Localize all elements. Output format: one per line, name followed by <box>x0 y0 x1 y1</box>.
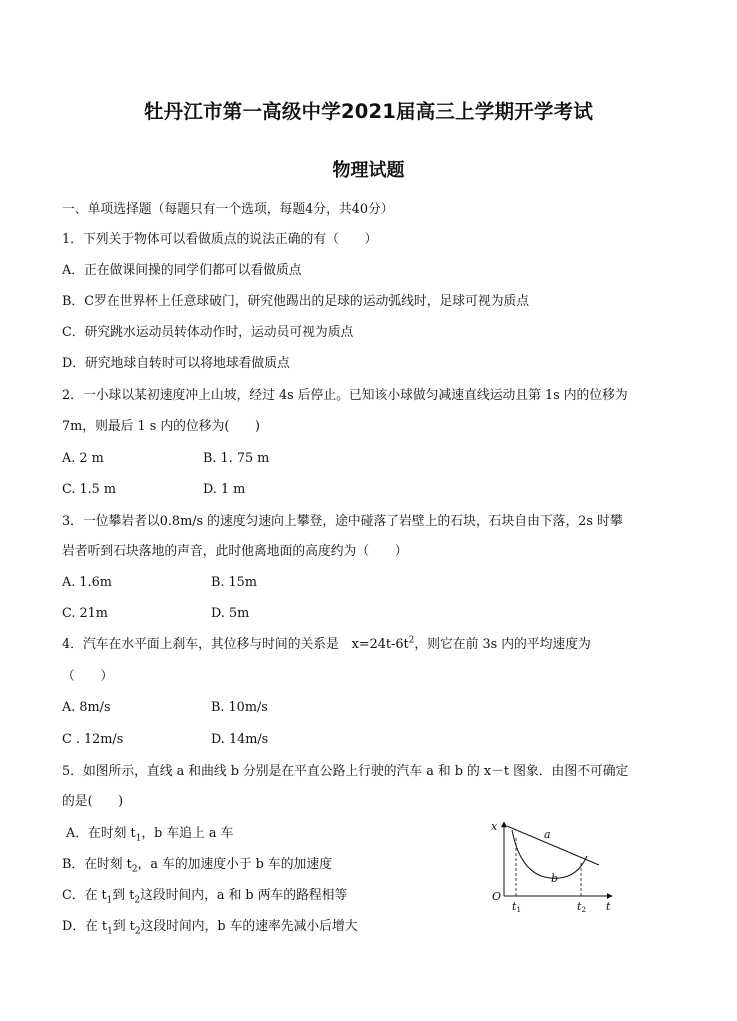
q5-option-c-pre: C．在 t <box>62 888 107 903</box>
graph-line-a-label: a <box>544 828 551 841</box>
xt-graph <box>478 818 618 918</box>
q5-option-d-mid: 到 t <box>112 919 135 934</box>
q1-option-b: B．C罗在世界杯上任意球破门，研究他踢出的足球的运动弧线时，足球可视为质点 <box>62 294 530 309</box>
q5-option-d-sub1: 1 <box>107 926 113 937</box>
q4-stem-post: ，则它在前 3s 内的平均速度为 <box>414 637 591 652</box>
graph-t1-sub: 1 <box>516 905 522 914</box>
q1-option-c: C．研究跳水运动员转体动作时，运动员可视为质点 <box>62 325 354 340</box>
q5-option-a-sub: 1 <box>135 833 142 844</box>
q2-stem-line1: 2．一小球以某初速度冲上山坡，经过 4s 后停止。已知该小球做匀减速直线运动且第 1s 内的位移为 <box>62 388 628 403</box>
q2-option-a: A. 2 m <box>62 451 104 466</box>
q4-stem-line2: （ ） <box>62 669 114 684</box>
q5-option-c-sub1: 1 <box>106 895 113 906</box>
q5-option-c-post: 这段时间内，a 和 b 两车的路程相等 <box>140 888 348 903</box>
q5-option-b-sub: 2 <box>131 864 138 875</box>
q3-option-b: B. 15m <box>211 575 257 590</box>
q5-stem-line2: 的是( ) <box>62 794 124 809</box>
q5-stem-line1: 5．如图所示，直线 a 和曲线 b 分别是在平直公路上行驶的汽车 a 和 b 的 x－t 图象．由图不可确定 <box>62 764 629 779</box>
q5-option-d-pre: D．在 t <box>62 919 108 934</box>
graph-t2-sub: 2 <box>581 905 587 914</box>
graph-x-label: t <box>606 900 611 913</box>
q4-stem-exponent: 2 <box>408 635 415 646</box>
q5-option-b <box>62 857 332 873</box>
graph-y-label: x <box>491 820 498 833</box>
q5-option-b-pre: B．在时刻 t <box>62 857 132 872</box>
q5-option-a-pre: A．在时刻 t <box>66 826 136 841</box>
graph-curve-b-label: b <box>551 872 559 885</box>
q2-option-b: B. 1. 75 m <box>203 451 270 466</box>
graph-origin-label: O <box>492 890 502 903</box>
q3-option-d: D. 5m <box>211 606 250 621</box>
q4-option-b: B. 10m/s <box>211 700 268 715</box>
q1-stem: 1．下列关于物体可以看做质点的说法正确的有（ ） <box>62 232 378 247</box>
q4-option-d: D. 14m/s <box>211 732 269 747</box>
q5-option-a-post: ，b 车追上 a 车 <box>141 826 234 841</box>
graph-t1-label <box>512 900 521 914</box>
section-heading: 一、单项选择题（每题只有一个选项，每题4分，共40分） <box>62 202 394 217</box>
q4-stem-line1 <box>62 637 591 653</box>
exam-title: 牡丹江市第一高级中学2021届高三上学期开学考试 <box>143 100 594 123</box>
graph-t2-label <box>577 900 586 914</box>
exam-subtitle: 物理试题 <box>332 160 405 181</box>
q5-option-c-sub2: 2 <box>134 895 141 906</box>
q2-option-c: C. 1.5 m <box>62 482 117 497</box>
q4-option-a: A. 8m/s <box>62 700 111 715</box>
q2-stem-line2: 7m，则最后 1 s 内的位移为( ) <box>62 419 260 434</box>
q4-option-c: C . 12m/s <box>62 732 124 747</box>
q5-option-c <box>62 888 347 904</box>
q5-option-c-mid: 到 t <box>112 888 135 903</box>
q2-option-d: D. 1 m <box>203 482 246 497</box>
q4-stem-pre: 4．汽车在水平面上刹车，其位移与时间的关系是 x=24t-6t <box>62 637 409 652</box>
q3-option-a: A. 1.6m <box>62 575 112 590</box>
q5-option-a <box>66 826 233 842</box>
q5-option-d-sub2: 2 <box>134 926 141 937</box>
q1-option-d: D．研究地球自转时可以将地球看做质点 <box>62 356 290 371</box>
q5-option-d-post: 这段时间内，b 车的速率先减小后增大 <box>140 919 358 934</box>
graph-t2-letter: t <box>577 900 582 913</box>
q5-option-b-post: ，a 车的加速度小于 b 车的加速度 <box>137 857 332 872</box>
graph-t1-letter: t <box>512 900 517 913</box>
q3-stem-line1: 3．一位攀岩者以0.8m/s 的速度匀速向上攀登，途中碰落了岩壁上的石块，石块自由下落，2s 时攀 <box>62 514 623 529</box>
q3-stem-line2: 岩者听到石块落地的声音，此时他离地面的高度约为（ ） <box>62 544 408 559</box>
q1-option-a: A．正在做课间操的同学们都可以看做质点 <box>62 263 302 278</box>
q5-option-d <box>62 919 358 935</box>
q3-option-c: C. 21m <box>62 606 108 621</box>
